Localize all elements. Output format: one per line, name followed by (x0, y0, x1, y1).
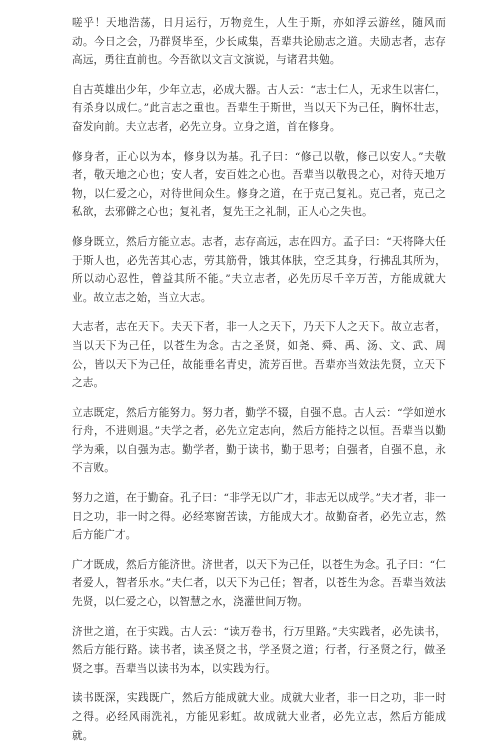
paragraph-conclusion: 读书既深，实践既广，然后方能成就大业。成就大业者，非一日之功，非一时之得。必经风雨洗礼，方能见彩虹。故成就大业者，必先立志，然后方能成就。 (72, 692, 446, 742)
paragraph-ambition: 自古英雄出少年，少年立志，必成大器。古人云：“志士仁人，无求生以害仁，有杀身以成仁。”此言志之重也。吾辈生于斯世，当以天下为己任，胸怀壮志，奋发向前。夫立志者，必先立身。立身之道，首在修身。 (72, 83, 446, 133)
paragraph-self-cultivation: 修身者，正心以为本，修身以为基。孔子曰：“修己以敬，修己以安人。”夫敬者，敬天地之心也；安人者，安百姓之心也。吾辈当以敬畏之心，对待天地万物，以仁爱之心，对待世间众生。修身之道，在于克己复礼。克己者，克己之私欲，去邪僻之心也；复礼者，复先王之礼制，正人心之失也。 (72, 150, 446, 219)
paragraph-great-aspiration: 大志者，志在天下。夫天下者，非一人之天下，乃天下人之天下。故立志者，当以天下为己任，以苍生为念。古之圣贤，如尧、舜、禹、汤、文、武、周公，皆以天下为己任，故能垂名青史，流芳百世。吾辈亦当效法先贤，立天下之志。 (72, 321, 446, 390)
paragraph-diligence: 努力之道，在于勤奋。孔子曰：“非学无以广才，非志无以成学。”夫才者，非一日之功，非一时之得。必经寒窗苦读，方能成大才。故勤奋者，必先立志，然后方能广才。 (72, 492, 446, 542)
paragraph-serving-world: 广才既成，然后方能济世。济世者，以天下为己任，以苍生为念。孔子曰：“仁者爱人，智者乐水。”夫仁者，以天下为己任；智者，以苍生为念。吾辈当效法先贤，以仁爱之心，以智慧之水，浇灌世间万物。 (72, 558, 446, 609)
paragraph-hardship: 修身既立，然后方能立志。志者，志存高远，志在四方。孟子曰：“天将降大任于斯人也，必先苦其心志，劳其筋骨，饿其体肤，空乏其身，行拂乱其所为，所以动心忍性，曾益其所不能。”夫立志者，必先历尽千辛万苦，方能成就大业。故立志之始，当立大志。 (72, 235, 446, 304)
paragraph-intro: 嗟乎！天地浩荡，日月运行，万物竞生，人生于斯，亦如浮云游丝，随风而动。今日之会，乃群贤毕至，少长咸集，吾辈共论励志之道。夫励志者，志存高远，勇往直前也。今吾欲以文言文演说，与诸君共勉。 (72, 17, 446, 67)
paragraph-practice: 济世之道，在于实践。古人云：“读万卷书，行万里路。”夫实践者，必先读书，然后方能行路。读书者，读圣贤之书，学圣贤之道；行者，行圣贤之行，做圣贤之事。吾辈当以读书为本，以实践为行。 (72, 625, 446, 675)
paragraph-effort: 立志既定，然后方能努力。努力者，勤学不辍，自强不息。古人云：“学如逆水行舟，不进则退。”夫学之者，必先立定志向，然后方能持之以恒。吾辈当以勤学为乘，以自强为志。勤学者，勤于读书，勤于思考；自强者，自强不息，永不言败。 (72, 406, 446, 475)
